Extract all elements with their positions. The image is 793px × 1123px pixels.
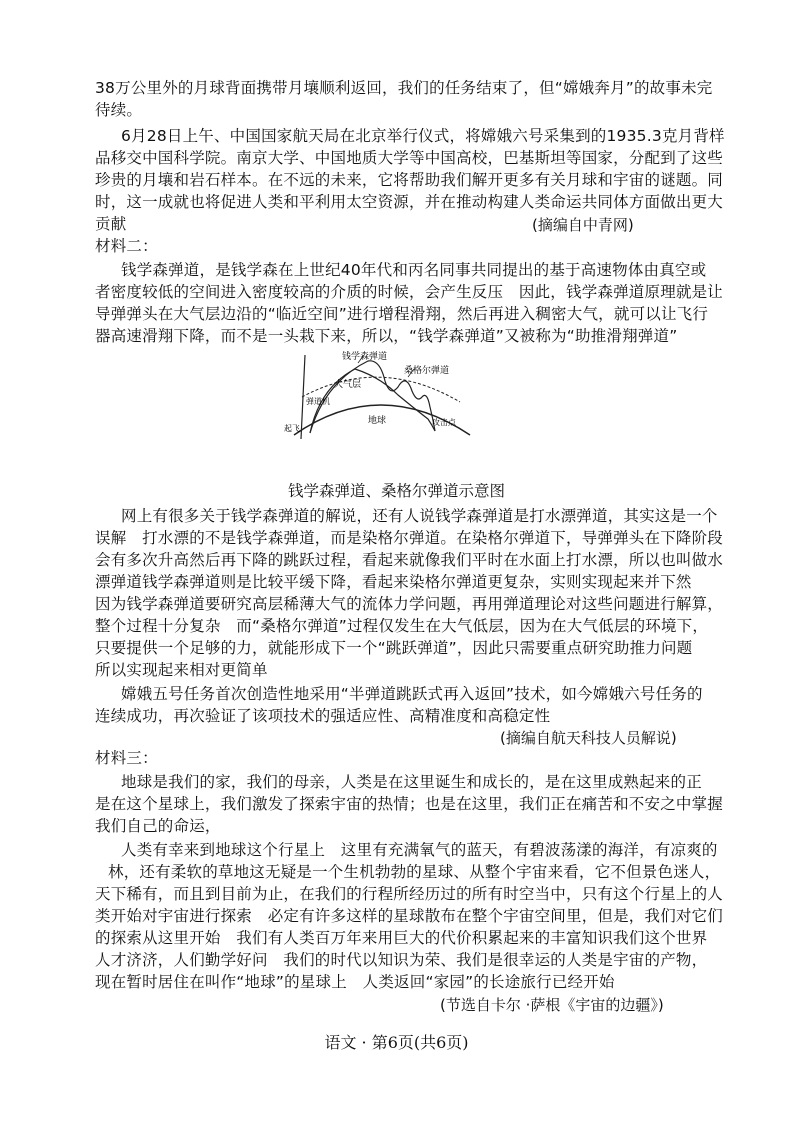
text-line: 类开始对宇宙进行探索 必定有许多这样的星球散布在整个宇宙空间里，但是，我们对它们: [95, 907, 724, 925]
source-citation: (摘编自中青网): [532, 216, 634, 234]
diagram-caption: 钱学森弹道、桑格尔弹道示意图: [287, 482, 505, 500]
text-line: 嫦娥五号任务首次创造性地采用“半弹道跳跃式再入返回”技术，如今嫦娥六号任务的: [121, 685, 703, 703]
text-line: 导弹弹头在大气层边沿的“临近空间”进行增程滑翔，然后再进入稠密大气，就可以让飞行: [95, 305, 709, 323]
text-line: 品移交中国科学院。南京大学、中国地质大学等中国高校，巴基斯坦等国家，分配到了这些: [95, 149, 724, 167]
label-qian-trajectory: 钱学森弹道: [342, 352, 388, 362]
section-heading: 材料三：: [95, 749, 158, 767]
text-line: 地球是我们的家，我们的母亲，人类是在这里诞生和成长的，是在这里成熟起来的正: [121, 773, 702, 791]
label-sanger-trajectory: 桑格尔弹道: [404, 366, 450, 376]
text-line: 林，还有柔软的草地这无疑是一个生机勃勃的星球、从整个宇宙来看，它不但景色迷人，: [108, 863, 721, 881]
text-line: 所以实现起来相对更简单: [95, 661, 268, 679]
text-line: 因为钱学森弹道要研究高层稀薄大气的流体力学问题，再用弹道理论对这些问题进行解算，: [95, 595, 724, 613]
text-line: 6月28日上午、中国国家航天局在北京举行仪式，将嫦娥六号采集到的1935.3克月背样: [121, 127, 725, 145]
text-line: 器高速滑翔下降，而不是一头栽下来，所以，“钱学森弹道”又被称为“助推滑翔弹道”: [95, 327, 678, 345]
text-line: 38万公里外的月球背面携带月壤顺利返回，我们的任务结束了，但“嫦娥奔月”的故事未完: [95, 79, 713, 97]
text-line: 的探索从这里开始 我们有人类百万年来用巨大的代价积累起来的丰富知识我们这个世界: [95, 929, 708, 947]
label-earth: 地球: [368, 416, 387, 426]
trajectory-diagram: [280, 347, 480, 447]
text-line: 时，这一成就也将促进人类和平利用太空资源，并在推动构建人类命运共同体方面做出更大: [95, 193, 724, 211]
text-line: 现在暂时居住在叫作“地球”的星球上 人类返回“家园”的长途旅行已经开始: [95, 973, 615, 991]
text-line: 钱学森弹道，是钱学森在上世纪40年代和丙名同事共同提出的基于高速物体由真空或: [121, 261, 707, 279]
text-line: 会有多次升高然后再下降的跳跃过程，看起来就像我们平时在水面上打水漂，所以也叫做水: [95, 551, 724, 569]
text-line: 整个过程十分复杂 而“桑格尔弹道”过程仅发生在大气低层，因为在大气低层的环境下，: [95, 617, 709, 635]
text-line: 人类有幸来到地球这个行星上 这里有充满氧气的蓝天，有碧波荡漾的海洋，有凉爽的: [121, 841, 718, 859]
text-line: 人才济济，人们勤学好问 我们的时代以知识为荣、我们是很幸运的人类是宇宙的产物，: [95, 951, 708, 969]
text-line: 网上有很多关于钱学森弹道的解说，还有人说钱学森弹道是打水漂弹道，其实这是一个: [121, 507, 718, 525]
text-line: 我们自己的命运，: [95, 817, 221, 835]
source-citation: (摘编自航天科技人员解说): [500, 729, 677, 747]
text-line: 者密度较低的空间进入密度较高的介质的时候，会产生反压 因此，钱学森弹道原理就是让: [95, 283, 724, 301]
text-line: 珍贵的月壤和岩石样本。在不远的未来，它将帮助我们解开更多有关月球和宇宙的谜题。同: [95, 171, 724, 189]
text-line: 待续。: [95, 101, 143, 119]
text-line: 是在这个星球上，我们激发了探索宇宙的热情；也是在这里，我们正在痛苦和不安之中掌握: [95, 795, 724, 813]
text-line: 误解 打水漂的不是钱学森弹道，而是染格尔弹道。在染格尔弹道下，导弹弹头在下降阶段: [95, 529, 724, 547]
label-ballistic: 弹道机: [306, 397, 330, 406]
label-launch: 起飞: [284, 424, 300, 433]
text-line: 天下稀有，而且到目前为止，在我们的行程所经历过的所有时空当中，只有这个行星上的人: [95, 885, 724, 903]
label-atmosphere: 大气层: [334, 380, 362, 390]
text-line: 只要提供一个足够的力，就能形成下一个“跳跃弹道”，因此只需要重点研究助推力问题: [95, 639, 693, 657]
section-heading: 材料二：: [95, 237, 158, 255]
page-footer: 语文 · 第6页(共6页): [324, 1033, 469, 1052]
text-line: 漂弹道钱学森弹道则是比较平缓下降，看起来染格尔弹道更复杂，实则实现起来并下然: [95, 573, 692, 591]
text-line: 连续成功，再次验证了该项技术的强适应性、高精准度和高稳定性: [95, 707, 551, 725]
text-line: 贡献: [95, 215, 127, 233]
source-citation: (节选自卡尔 ·萨根《宇宙的边疆》): [440, 996, 664, 1014]
label-target: 攻击点: [432, 418, 456, 427]
